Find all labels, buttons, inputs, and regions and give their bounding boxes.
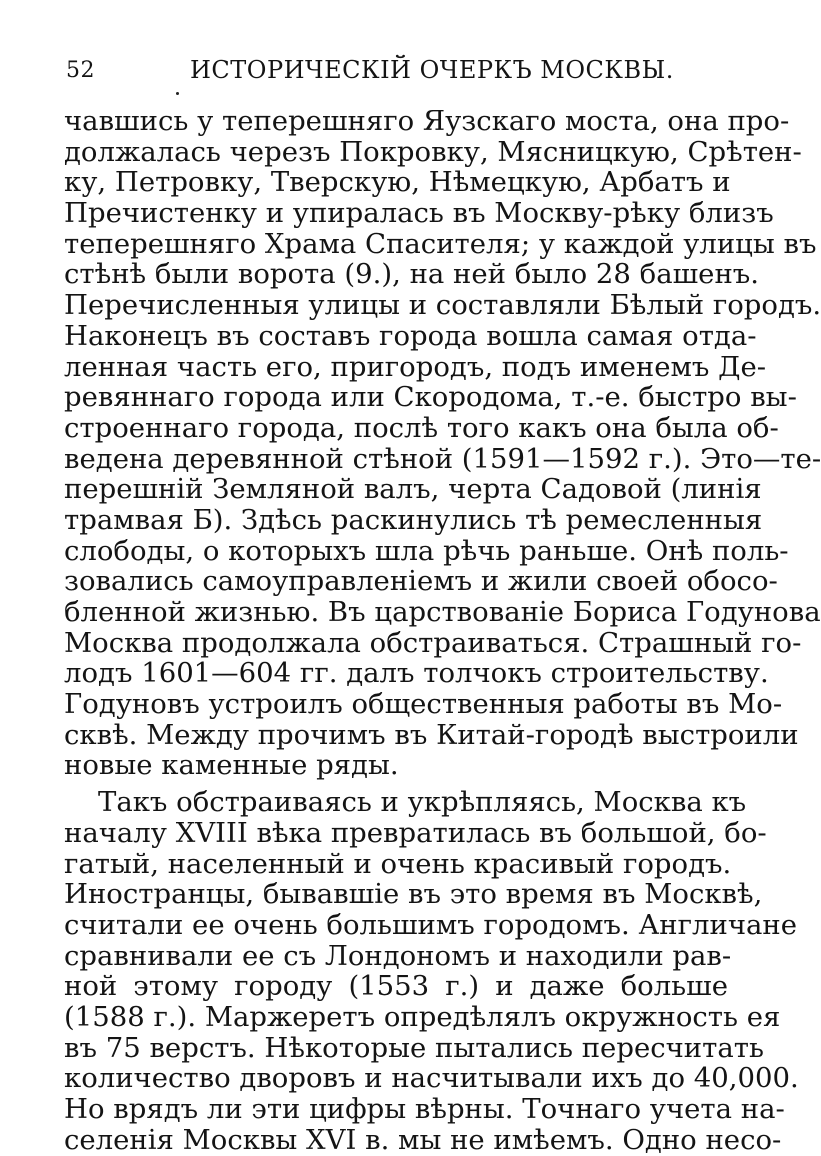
text-line: Наконецъ въ составъ города вошла самая отда- [64,319,757,352]
paragraph-2 [64,786,799,1156]
text-line: (1588 г.). Маржеретъ опредѣлялъ окружность ея [64,1000,781,1033]
text-line: теперешняго Храма Спасителя; у каждой улицы въ [64,227,817,260]
text-line: количество дворовъ и насчитывали ихъ до 40,000. [64,1062,799,1095]
text-line: считали ее очень большимъ городомъ. Англичане [64,908,798,941]
text-line: чавшись у теперешняго Яузскаго моста, она про- [64,105,790,137]
text-line: трамвая Б). Здѣсь раскинулись тѣ ремесленныя [64,503,763,536]
body-text [64,105,821,1156]
text-line: строеннаго города, послѣ того какъ она была об- [64,411,779,444]
text-line: гатый, населенный и очень красивый городъ. [64,847,732,880]
text-line: ведена деревянной стѣной (1591—1592 г.). Это—те- [64,442,821,475]
text-line: Перечисленныя улицы и составляли Бѣлый городъ. [64,289,821,322]
text-line: бленной жизнью. Въ царствованіе Бориса Годунова [64,596,821,628]
text-line: въ 75 верстъ. Нѣкоторые пытались пересчитать [64,1031,764,1064]
print-speck [176,92,179,95]
text-line: Годуновъ устроилъ общественныя работы въ Мо- [64,688,783,721]
text-line: Такъ обстраиваясь и укрѣпляясь, Москва къ [98,786,747,819]
text-line: ленная часть его, пригородъ, подъ именемъ Де- [64,350,767,383]
text-line: сквѣ. Между прочимъ въ Китай-городѣ выстроили [64,718,799,751]
text-line: ку, Петровку, Тверскую, Нѣмецкую, Арбатъ и [64,166,731,199]
text-line: селенія Москвы XVI в. мы не имѣемъ. Одно несо- [64,1123,782,1156]
text-line: зовались самоуправленіемъ и жили своей обосо- [64,565,778,598]
text-line: ревяннаго города или Скородома, т.-е. быстро вы- [64,381,797,414]
paragraph-1 [64,105,821,782]
text-line: перешній Земляной валъ, черта Садовой (линія [64,473,762,506]
text-line: Но врядъ ли эти цифры вѣрны. Точнаго учета на- [64,1093,785,1125]
text-line: лодъ 1601—604 гг. далъ толчокъ строительству. [64,657,769,690]
text-line: Пречистенку и упиралась въ Москву-рѣку близъ [64,197,774,230]
page-header [62,52,722,88]
text-line: Москва продолжала обстраиваться. Страшный го- [64,626,802,659]
text-line: должалась черезъ Покровку, Мясницкую, Срѣтен- [64,135,802,168]
text-line: Иностранцы, бывавшіе въ это время въ Москвѣ, [64,878,763,911]
text-line: началу XVIII вѣка превратилась въ большой, бо- [64,816,767,849]
running-title: ИСТОРИЧЕСКІЙ ОЧЕРКЪ МОСКВЫ. [190,56,674,84]
text-line: новые каменные ряды. [64,749,399,782]
text-line: слободы, о которыхъ шла рѣчь раньше. Онѣ поль- [64,534,789,567]
text-line: ной этому городу (1553 г.) и даже больше [64,970,728,1003]
text-line: сравнивали ее съ Лондономъ и находили рав- [64,939,732,972]
text-line: стѣнѣ были ворота (9.), на ней было 28 башенъ. [64,258,760,291]
page-number: 52 [66,58,95,83]
